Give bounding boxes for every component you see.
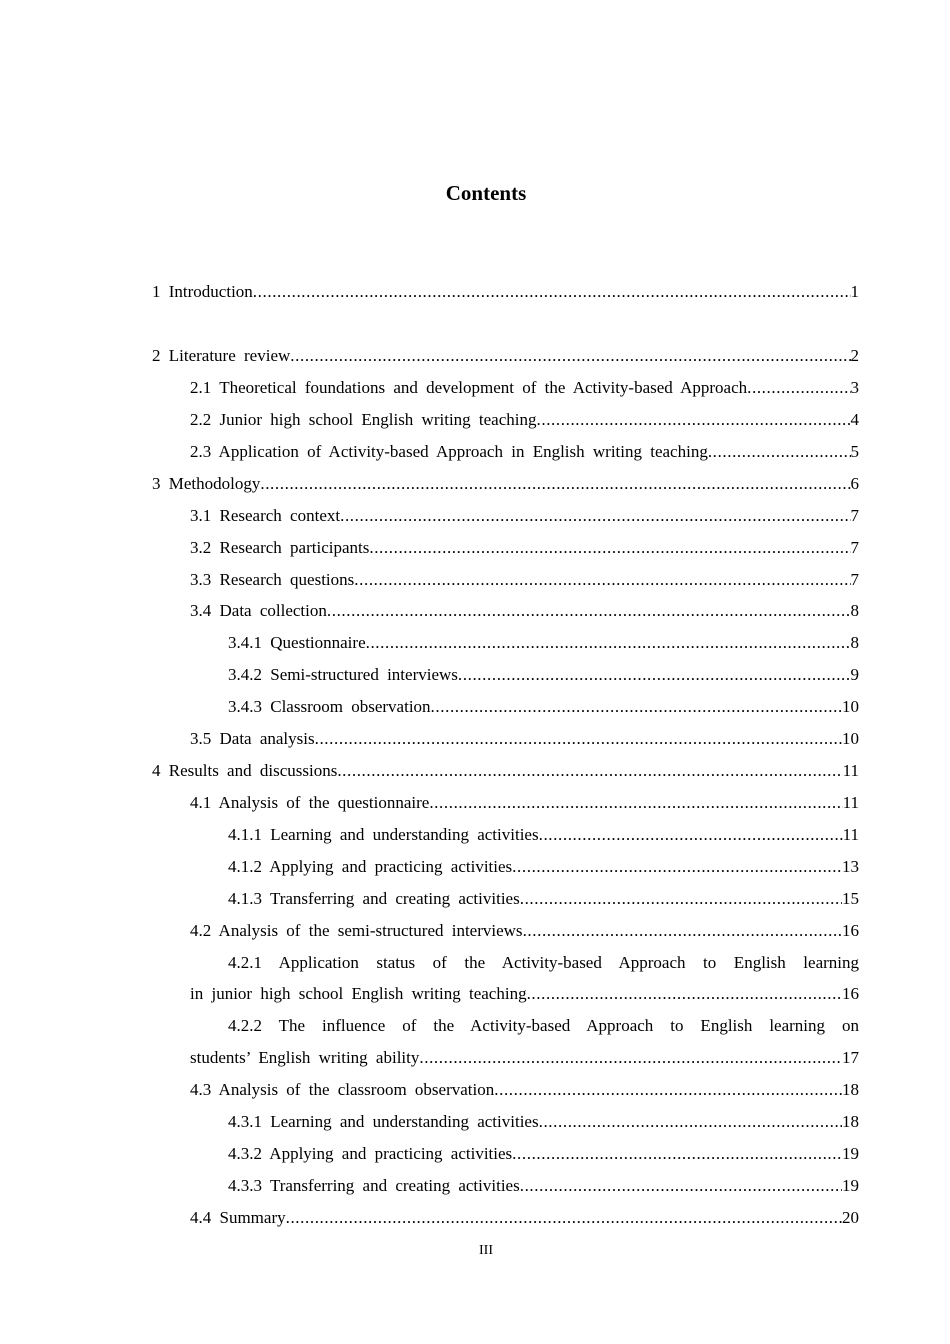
dot-leader — [708, 436, 851, 468]
toc-entry-page: 9 — [850, 665, 859, 684]
toc-entry[interactable] — [228, 883, 859, 915]
toc-entry-page: 5 — [850, 442, 859, 461]
toc-entry-label: 3.4.2 Semi-structured interviews — [228, 665, 458, 684]
toc-entry-page: 10 — [842, 729, 859, 748]
toc-entry-page: 20 — [842, 1208, 859, 1227]
toc-entry-label: 2.3 Application of Activity-based Approach in English writing teaching — [190, 442, 708, 461]
dot-leader — [340, 500, 850, 532]
toc-entry[interactable] — [190, 915, 859, 947]
toc-entry-label: in junior high school English writing teaching — [190, 984, 527, 1003]
toc-entry-page: 8 — [850, 633, 859, 652]
toc-entry-label: 4.3.2 Applying and practicing activities — [228, 1144, 513, 1163]
toc-entry-page: 16 — [842, 921, 859, 940]
toc-entry-page: 4 — [850, 410, 859, 429]
dot-leader — [431, 691, 842, 723]
dot-leader — [366, 627, 851, 659]
toc-entry-page: 11 — [842, 761, 859, 780]
toc-entry-label: 4.2 Analysis of the semi-structured interviews — [190, 921, 523, 940]
toc-entry-label: 3.4.3 Classroom observation — [228, 697, 431, 716]
toc-entry[interactable] — [190, 978, 859, 1010]
toc-entry[interactable] — [228, 659, 859, 691]
toc-entry[interactable] — [228, 819, 859, 851]
toc-entry[interactable] — [228, 1170, 859, 1202]
toc-entry-label: 4.1 Analysis of the questionnaire — [190, 793, 430, 812]
toc-entry[interactable] — [152, 276, 859, 308]
toc-entry[interactable] — [190, 1042, 859, 1074]
toc-entry-label: 2.1 Theoretical foundations and development of the Activity-based Approach — [190, 378, 748, 397]
toc-entry-label: students’ English writing ability — [190, 1048, 420, 1067]
dot-leader — [539, 819, 843, 851]
dot-leader — [354, 564, 850, 596]
toc-entry-label: 1 Introduction — [152, 282, 253, 301]
toc-entry[interactable] — [228, 627, 859, 659]
dot-leader — [369, 532, 850, 564]
page-number: III — [479, 1243, 493, 1258]
toc-entry-page: 18 — [842, 1080, 859, 1099]
toc-entry-label-line1[interactable]: 4.2.2 The influence of the Activity-based Approach to English learning on — [228, 1016, 859, 1035]
toc-entry-page: 15 — [842, 889, 859, 908]
dot-leader — [494, 1074, 842, 1106]
toc-entry-label: 4.3 Analysis of the classroom observation — [190, 1080, 495, 1099]
toc-entry[interactable] — [190, 595, 859, 627]
toc-entry-label: 3.3 Research questions — [190, 570, 355, 589]
toc-entry-label: 3.2 Research participants — [190, 538, 370, 557]
dot-leader — [523, 915, 842, 947]
toc-entry-page: 11 — [842, 793, 859, 812]
toc-entry-label: 2 Literature review — [152, 346, 291, 365]
toc-entry-label: 4.1.3 Transferring and creating activities — [228, 889, 520, 908]
toc-entry-label: 4.1.2 Applying and practicing activities — [228, 857, 513, 876]
toc-entry-page: 16 — [842, 984, 859, 1003]
toc-entry-label: 3.4.1 Questionnaire — [228, 633, 366, 652]
toc-entry[interactable] — [190, 1074, 859, 1106]
toc-entry[interactable] — [228, 1106, 859, 1138]
toc-entry[interactable] — [190, 1202, 859, 1234]
toc-entry-label: 2.2 Junior high school English writing teaching — [190, 410, 537, 429]
toc-entry-page: 7 — [850, 506, 859, 525]
toc-entry[interactable] — [190, 436, 859, 468]
dot-leader — [520, 1170, 842, 1202]
toc-entry-label: 3.5 Data analysis — [190, 729, 315, 748]
toc-entry-page: 7 — [850, 570, 859, 589]
toc-entry[interactable] — [228, 1138, 859, 1170]
toc-entry-page: 11 — [842, 825, 859, 844]
dot-leader — [290, 340, 850, 372]
dot-leader — [512, 1138, 842, 1170]
toc-entry-page: 13 — [842, 857, 859, 876]
toc-entry-page: 8 — [850, 601, 859, 620]
dot-leader — [527, 978, 842, 1010]
toc-entry-label: 4.4 Summary — [190, 1208, 286, 1227]
toc-entry-page: 18 — [842, 1112, 859, 1131]
toc-entry-label: 4 Results and discussions — [152, 761, 338, 780]
toc-entry-page: 10 — [842, 697, 859, 716]
toc-entry-page: 19 — [842, 1144, 859, 1163]
toc-entry-page: 2 — [850, 346, 859, 365]
dot-leader — [520, 883, 842, 915]
toc-entry[interactable] — [190, 564, 859, 596]
dot-leader — [429, 787, 842, 819]
toc-entry[interactable] — [228, 691, 859, 723]
dot-leader — [337, 755, 842, 787]
dot-leader — [419, 1042, 842, 1074]
toc-entry-label: 3.1 Research context — [190, 506, 341, 525]
toc-entry[interactable] — [190, 787, 859, 819]
toc-entry-label: 3 Methodology — [152, 474, 261, 493]
toc-entry[interactable] — [190, 532, 859, 564]
toc-entry[interactable] — [190, 723, 859, 755]
dot-leader — [286, 1202, 842, 1234]
dot-leader — [327, 595, 851, 627]
page-title: Contents — [445, 181, 527, 205]
toc-entry-label: 4.1.1 Learning and understanding activities — [228, 825, 539, 844]
toc-entry[interactable] — [190, 500, 859, 532]
toc-entry[interactable] — [152, 340, 859, 372]
dot-leader — [747, 372, 850, 404]
dot-leader — [260, 468, 850, 500]
toc-entry[interactable] — [152, 468, 859, 500]
toc-entry-page: 1 — [850, 282, 859, 301]
toc-entry[interactable] — [190, 372, 859, 404]
dot-leader — [253, 276, 851, 308]
toc-entry-label-line1[interactable]: 4.2.1 Application status of the Activity-based Approach to English learning — [228, 953, 859, 972]
toc-entry-label: 4.3.3 Transferring and creating activities — [228, 1176, 520, 1195]
toc-entry-page: 3 — [850, 378, 859, 397]
toc-entry-page: 19 — [842, 1176, 859, 1195]
toc-entry-label: 4.3.1 Learning and understanding activities — [228, 1112, 539, 1131]
dot-leader — [537, 404, 851, 436]
dot-leader — [315, 723, 842, 755]
toc-entry-label: 3.4 Data collection — [190, 601, 327, 620]
toc-entry[interactable] — [190, 404, 859, 436]
toc-entry[interactable] — [228, 851, 859, 883]
toc-entry-page: 7 — [850, 538, 859, 557]
toc-entry[interactable] — [152, 755, 859, 787]
dot-leader — [458, 659, 851, 691]
dot-leader — [512, 851, 842, 883]
dot-leader — [539, 1106, 842, 1138]
toc-entry-page: 6 — [850, 474, 859, 493]
toc-entry-page: 17 — [842, 1048, 859, 1067]
